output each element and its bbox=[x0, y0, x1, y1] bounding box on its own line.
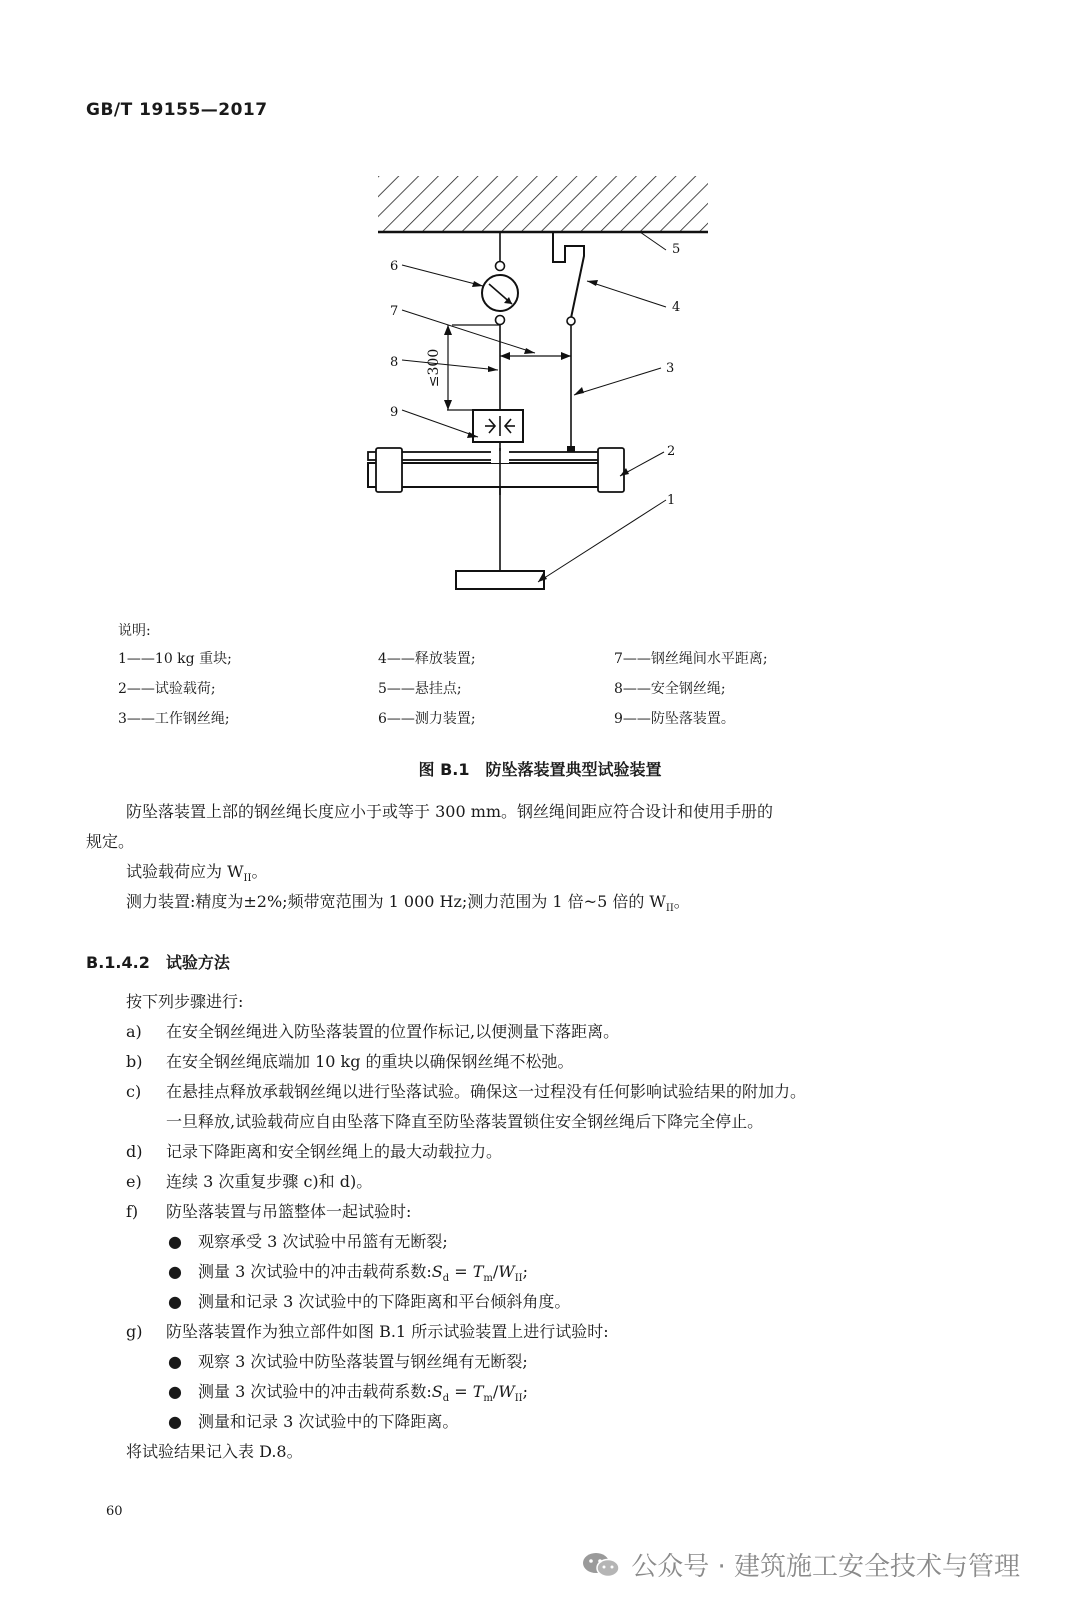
step-label-d: d) bbox=[126, 1142, 143, 1161]
step-text-a: 在安全钢丝绳进入防坠落装置的位置作标记,以便测量下落距离。 bbox=[166, 1022, 620, 1041]
step-label-e: e) bbox=[126, 1172, 142, 1191]
step-text-g: 防坠落装置作为独立部件如图 B.1 所示试验装置上进行试验时: bbox=[166, 1322, 609, 1341]
callout-8: 8 bbox=[390, 355, 399, 370]
weight-10kg bbox=[456, 571, 544, 589]
test-apparatus-diagram bbox=[0, 0, 1080, 600]
legend-item-4: 4——释放装置; bbox=[378, 651, 476, 667]
ceiling-hatch bbox=[378, 176, 708, 232]
callout-5: 5 bbox=[672, 242, 681, 257]
legend-item-2: 2——试验载荷; bbox=[118, 681, 216, 697]
bullet-dot: ● bbox=[168, 1352, 182, 1371]
bullet-g-1: 观察 3 次试验中防坠落装置与钢丝绳有无断裂; bbox=[198, 1352, 528, 1371]
watermark bbox=[581, 1546, 1020, 1583]
legend-item-9: 9——防坠落装置。 bbox=[614, 711, 735, 727]
legend-item-8: 8——安全钢丝绳; bbox=[614, 681, 726, 697]
dimension-label: ≤300 bbox=[426, 348, 442, 388]
standard-number: GB/T 19155—2017 bbox=[86, 100, 268, 120]
step-text-d: 记录下降距离和安全钢丝绳上的最大动载拉力。 bbox=[166, 1142, 503, 1161]
bullet-f-1: 观察承受 3 次试验中吊篮有无断裂; bbox=[198, 1232, 448, 1251]
upper-eye bbox=[496, 262, 505, 271]
lower-eye bbox=[496, 316, 505, 325]
closing-line: 将试验结果记入表 D.8。 bbox=[126, 1442, 303, 1461]
release-device bbox=[553, 232, 584, 318]
paragraph-3: 测力装置:精度为±2%;频带宽范围为 1 000 Hz;测力范围为 1 倍~5 倍的 $W_{II}$。 bbox=[126, 892, 690, 915]
step-text-e: 连续 3 次重复步骤 c)和 d)。 bbox=[166, 1172, 373, 1191]
callout-4: 4 bbox=[672, 300, 681, 315]
wechat-icon bbox=[581, 1550, 621, 1580]
callout-7: 7 bbox=[390, 304, 399, 319]
bullet-dot: ● bbox=[168, 1292, 182, 1311]
callout-3: 3 bbox=[666, 361, 675, 376]
step-label-g: g) bbox=[126, 1322, 143, 1341]
step-label-c: c) bbox=[126, 1082, 142, 1101]
legend-item-6: 6——测力装置; bbox=[378, 711, 476, 727]
bullet-g-2: 测量 3 次试验中的冲击载荷系数$:S_d = T_m/W_{II}$; bbox=[198, 1382, 528, 1405]
step-label-f: f) bbox=[126, 1202, 139, 1221]
legend-item-5: 5——悬挂点; bbox=[378, 681, 462, 697]
bullet-f-2: 测量 3 次试验中的冲击载荷系数$:S_d = T_m/W_{II}$; bbox=[198, 1262, 528, 1285]
paragraph-1-cont: 规定。 bbox=[86, 832, 135, 851]
paragraph-1: 防坠落装置上部的钢丝绳长度应小于或等于 300 mm。钢丝绳间距应符合设计和使用手册的 bbox=[126, 802, 774, 821]
step-text-c: 在悬挂点释放承载钢丝绳以进行坠落试验。确保这一过程没有任何影响试验结果的附加力。 bbox=[166, 1082, 807, 1101]
legend-item-7: 7——钢丝绳间水平距离; bbox=[614, 651, 768, 667]
step-text-f: 防坠落装置与吊篮整体一起试验时: bbox=[166, 1202, 412, 1221]
step-label-a: a) bbox=[126, 1022, 142, 1041]
bullet-dot: ● bbox=[168, 1382, 182, 1401]
fall-arrest-device bbox=[473, 410, 523, 442]
legend-item-3: 3——工作钢丝绳; bbox=[118, 711, 230, 727]
callout-2: 2 bbox=[667, 444, 676, 459]
page-number: 60 bbox=[106, 1504, 123, 1519]
section-heading: B.1.4.2 试验方法 bbox=[86, 953, 230, 972]
legend-title: 说明: bbox=[118, 623, 151, 639]
legend-item-1: 1——10 kg 重块; bbox=[118, 651, 232, 667]
paragraph-2: 试验载荷应为 $W_{II}$。 bbox=[126, 862, 268, 885]
figure-caption: 图 B.1 防坠落装置典型试验装置 bbox=[418, 760, 662, 779]
bullet-f-3: 测量和记录 3 次试验中的下降距离和平台倾斜角度。 bbox=[198, 1292, 571, 1311]
bullet-dot: ● bbox=[168, 1262, 182, 1281]
callout-9: 9 bbox=[390, 405, 399, 420]
step-text-b: 在安全钢丝绳底端加 10 kg 的重块以确保钢丝绳不松弛。 bbox=[166, 1052, 574, 1071]
bullet-dot: ● bbox=[168, 1232, 182, 1251]
bullet-dot: ● bbox=[168, 1412, 182, 1431]
step-label-b: b) bbox=[126, 1052, 143, 1071]
callout-6: 6 bbox=[390, 259, 399, 274]
step-text-c-cont: 一旦释放,试验载荷应自由坠落下降直至防坠落装置锁住安全钢丝绳后下降完全停止。 bbox=[166, 1112, 764, 1131]
watermark-text: 公众号 · 建筑施工安全技术与管理 bbox=[631, 1552, 1020, 1582]
section-intro: 按下列步骤进行: bbox=[126, 992, 244, 1011]
bullet-g-3: 测量和记录 3 次试验中的下降距离。 bbox=[198, 1412, 459, 1431]
callout-1: 1 bbox=[667, 493, 676, 508]
test-load bbox=[368, 463, 618, 487]
